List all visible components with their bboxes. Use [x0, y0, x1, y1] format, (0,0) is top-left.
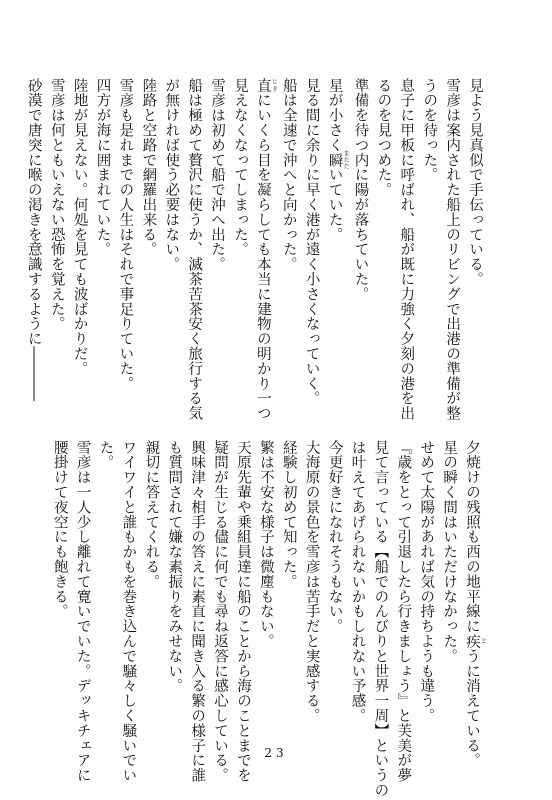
text-line: 疑問が生じる儘に何でも尋ね返答に感心している。 [212, 440, 229, 783]
text-line-with-ruby [460, 440, 487, 768]
text-line: 見る間に余りに早く港が遠く小さくなっていく。 [303, 78, 320, 406]
text-line: 経験し初めて知った。 [280, 440, 297, 589]
text-line: 陸地が見えない。何処を見ても波ばかりだ。 [71, 78, 88, 376]
ruby-base: 直 [254, 78, 271, 93]
em-dash: ―――― [25, 346, 42, 401]
text-line: 親切に答えてくれる。 [143, 440, 160, 589]
text-fragment: 夕焼けの残照も西の地平線に [464, 440, 480, 634]
upper-text-block [25, 78, 486, 421]
ruby-word [326, 150, 350, 170]
text-line: 大海原の景色を雪彦は苦手だと実感する。 [303, 440, 320, 724]
text-line-with-dash [22, 78, 45, 401]
ruby-base: 疾 [464, 633, 480, 649]
text-line: 星の瞬く間はいただけなかった。 [441, 440, 458, 664]
text-line: 『歳をとって引退したら行きましょう』と芙美が夢 [395, 440, 412, 783]
text-fragment: うに消えている。 [464, 648, 480, 768]
ruby-word [464, 633, 487, 649]
text-line: 雪彦は何ともいえない恐怖を覚えた。 [48, 78, 65, 332]
text-line: 腰掛けて夜空にも飽きる。 [51, 440, 68, 619]
text-line: うのを待った。 [421, 78, 438, 183]
text-fragment: 星が小さく [326, 78, 343, 153]
text-fragment: いていた。 [326, 167, 343, 242]
text-line-with-ruby [323, 78, 349, 378]
text-line: 準備を待つ内に陽が落ちていた。 [352, 78, 369, 302]
text-line: は叶えてあげられないかもしれない予感。 [349, 440, 366, 724]
text-line: が無ければ使う必要はない。 [163, 78, 180, 272]
text-line: 見て言っている【船でのんびりと世界一周】というの [372, 440, 389, 798]
text-line: せめて太陽があれば気の持ちようも違う。 [418, 440, 435, 724]
text-line: 船は全速で沖へと向かった。 [280, 78, 297, 272]
text-fragment: にいくら目を凝らしても本当に建物の明かり一つ [254, 92, 271, 421]
text-line: 見えなくなってしまった。 [231, 78, 248, 257]
ruby-reading: じき [270, 78, 278, 93]
text-line: 四方が海に囲まれていた。 [94, 78, 111, 257]
text-line: 息子に甲板に呼ばれ、船が既に力強く夕刻の港を出 [398, 78, 415, 421]
ruby-word [254, 78, 278, 93]
text-line: も質問されて嫌な素振りをみせない。 [166, 440, 183, 694]
ruby-reading: またた [342, 150, 350, 170]
text-line: 雪彦も是れまでの人生はそれで事足りていた。 [117, 78, 134, 391]
text-line: 今更好きになれそうもない。 [326, 440, 343, 634]
text-line: 雪彦は初めて船で沖へ出た。 [209, 78, 226, 272]
text-line: 興味津々相手の答えに素直に聞き入る繁の様子に誰 [189, 440, 206, 783]
text-fragment: 砂漠で唐突に喉の渇きを意識するように [25, 78, 42, 347]
page-number: 23 [264, 746, 288, 760]
text-line: 天原先輩や乗組員達に船のことから海のことまでを [234, 440, 251, 783]
text-line: 雪彦は一人少し離れて寛いでいた。デッキチェアに [74, 440, 91, 783]
text-line: 雪彦は案内された船上のリビングで出港の準備が整 [444, 78, 461, 421]
ruby-reading: と [479, 633, 487, 649]
text-line: ワイワイと誰もかもを巻き込んで騒々しく騒いでい [120, 440, 137, 783]
text-line-with-ruby [251, 78, 278, 421]
text-line: 陸路と空路で網羅出来る。 [140, 78, 157, 257]
text-line: 繁は不安な様子は微塵もない。 [257, 440, 274, 649]
text-line: 見よう見真似で手伝っている。 [467, 78, 483, 287]
text-line: るのを見つめた。 [375, 78, 392, 198]
text-line: た。 [97, 440, 114, 470]
ruby-base: 瞬 [326, 150, 343, 170]
text-line: 船は極めて贅沢に使うか、滅茶苦茶安く旅行する気 [186, 78, 203, 421]
